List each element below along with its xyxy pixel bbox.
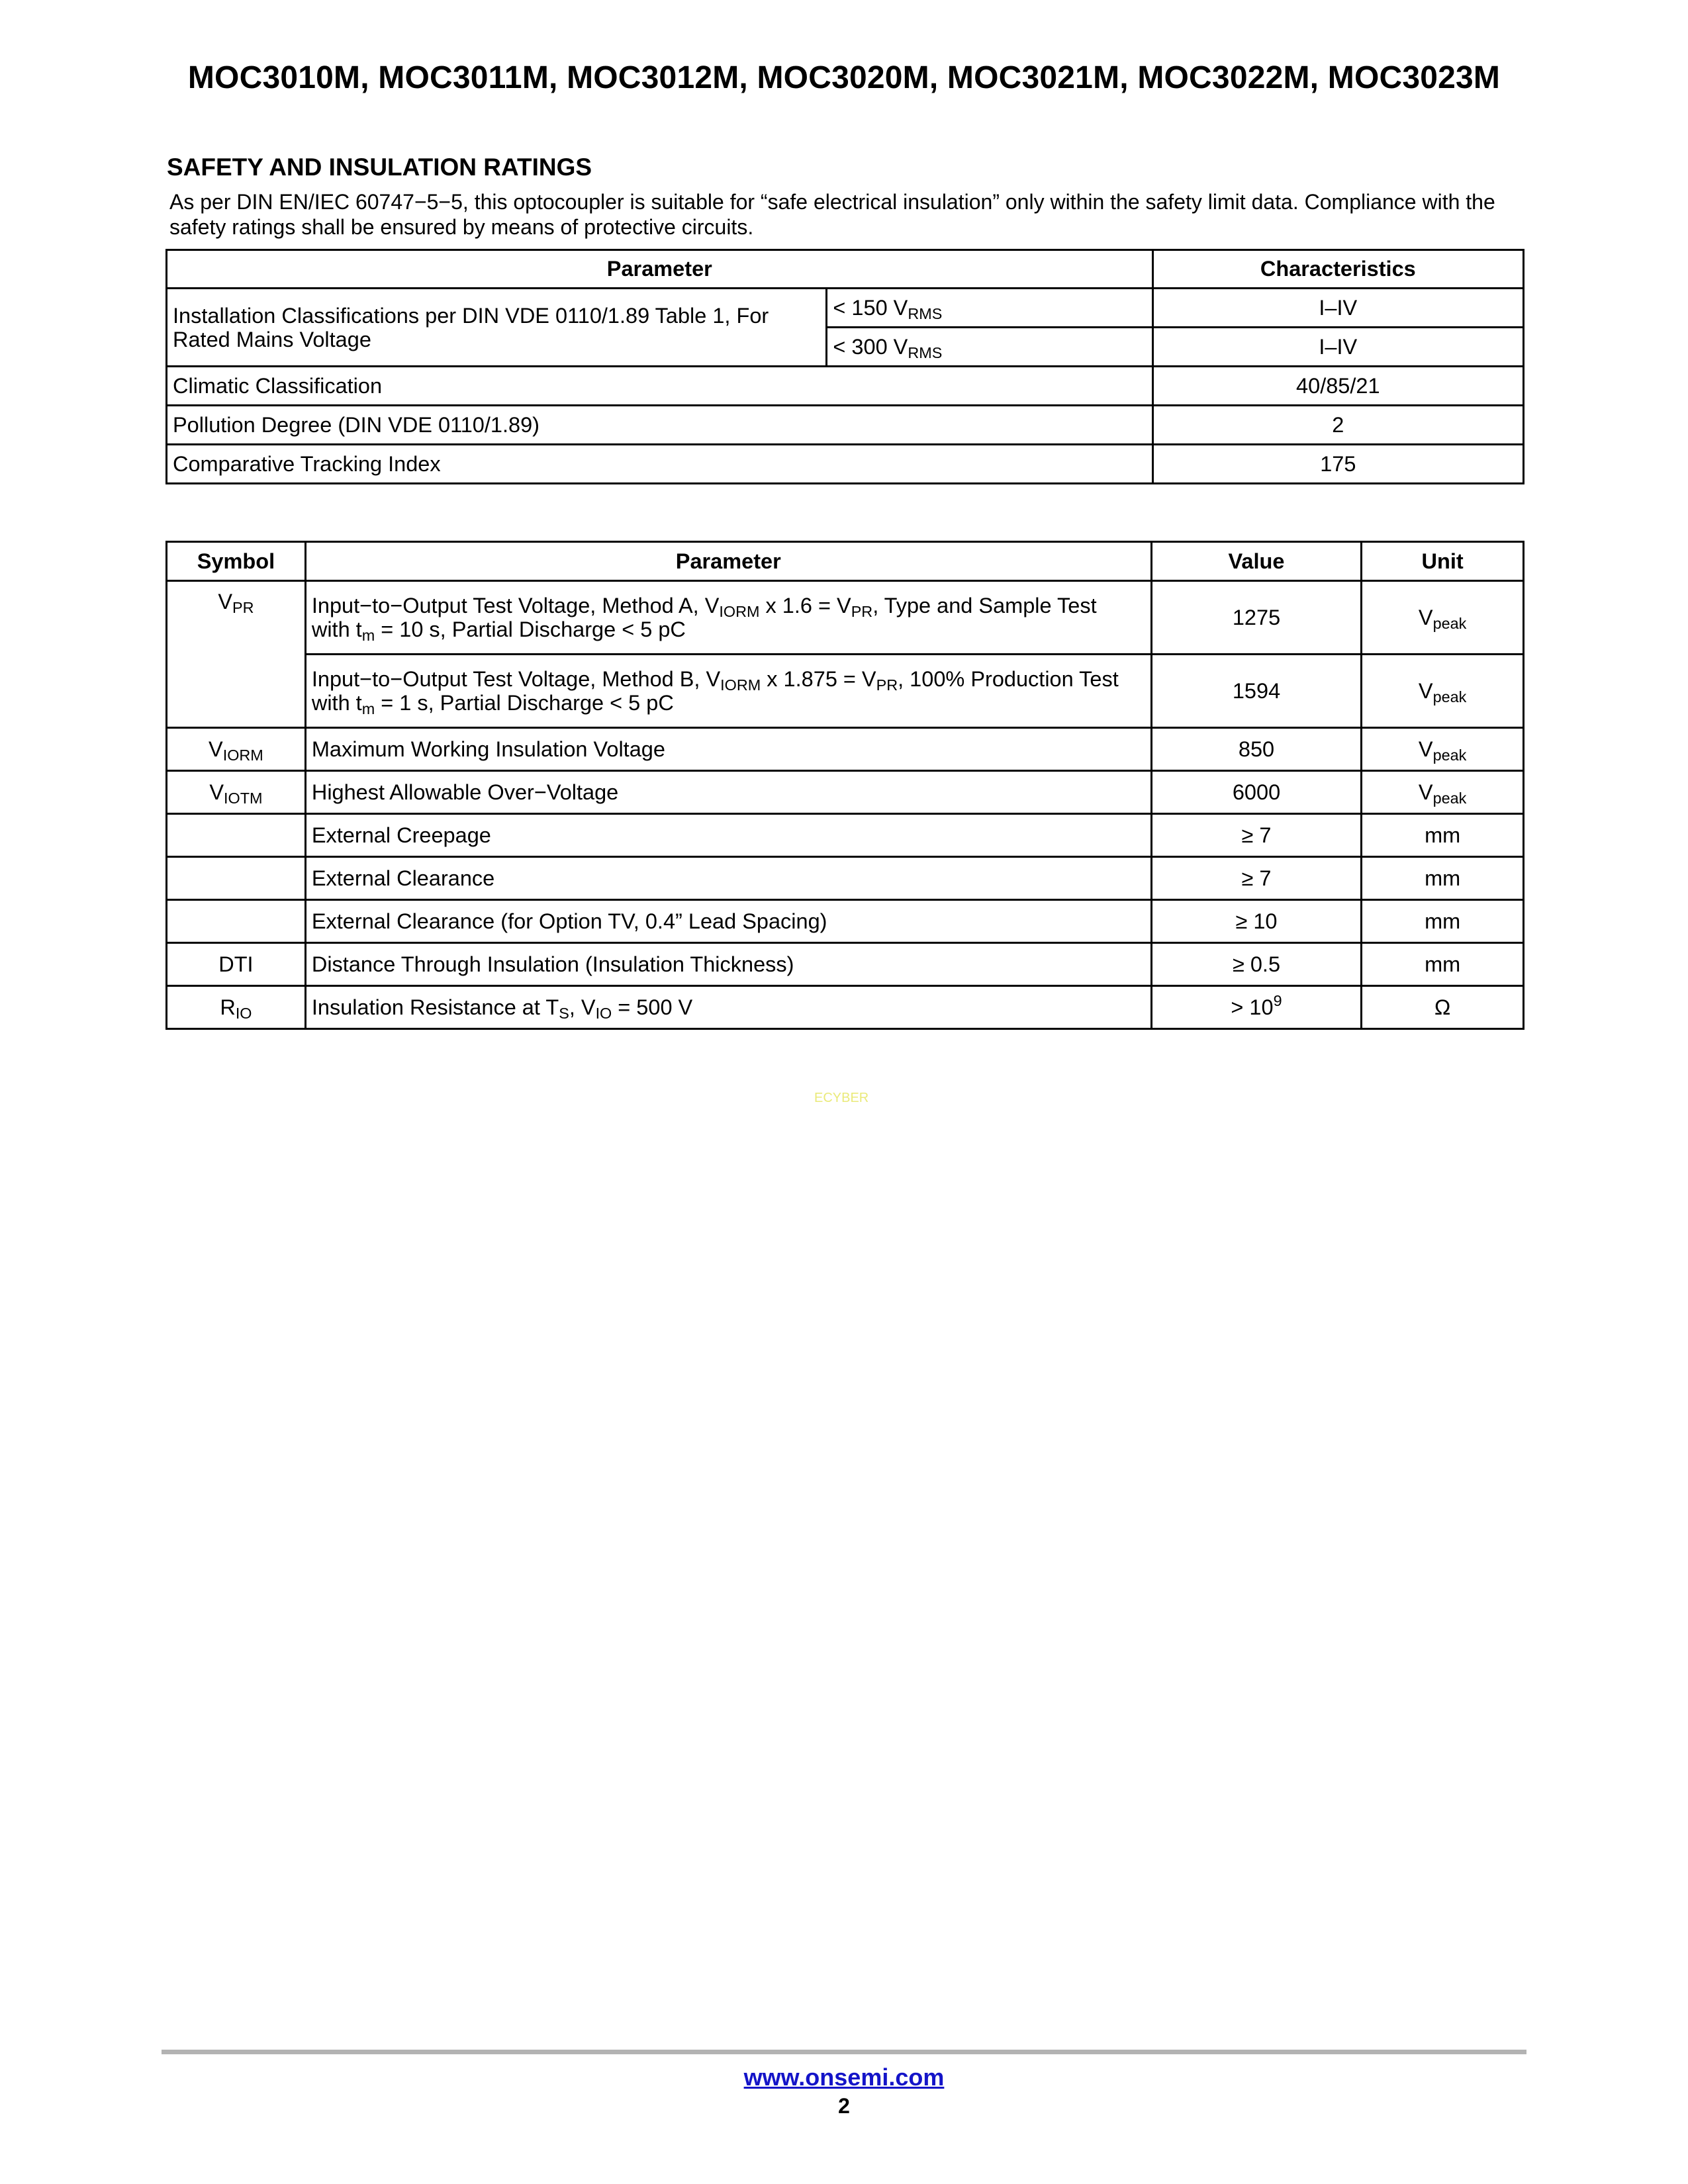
param-test-voltage-method-b: Input−to−Output Test Voltage, Method B, $V_{IORM}$ x $1.875 = V_{PR}$, 100% Production Test with $t_m = 1$ s, Partial Discharge < 5 pC	[305, 655, 1151, 728]
rated-voltage-150: < 150 $V_{RMS}$	[827, 289, 1152, 328]
param-clearance-tv: External Clearance (for Option TV, 0.4” Lead Spacing)	[305, 900, 1151, 943]
header-symbol: Symbol	[167, 542, 306, 581]
pollution-degree-label: Pollution Degree (DIN VDE 0110/1.89)	[167, 406, 1153, 445]
watermark: ECYBER	[814, 1091, 869, 1105]
installation-class-300: I–IV	[1152, 328, 1523, 367]
tracking-index-value: 175	[1152, 445, 1523, 484]
rated-voltage-300: < 300 $V_{RMS}$	[827, 328, 1152, 367]
header-parameter: Parameter	[305, 542, 1151, 581]
table-row	[167, 943, 1524, 986]
unit-over-voltage: $V_{peak}$	[1362, 771, 1524, 814]
table-row	[167, 581, 1524, 655]
symbol-rio: $R_{IO}$	[167, 986, 306, 1029]
value-method-b: 1594	[1151, 655, 1362, 728]
value-clearance: ≥ 7	[1151, 857, 1362, 900]
symbol-vpr: $V_{PR}$	[167, 581, 306, 728]
param-over-voltage: Highest Allowable Over−Voltage	[305, 771, 1151, 814]
table-row	[167, 857, 1524, 900]
climatic-classification-value: 40/85/21	[1152, 367, 1523, 406]
installation-label: Installation Classifications per DIN VDE 0110/1.89 Table 1, For Rated Mains Voltage	[167, 289, 827, 367]
pollution-degree-value: 2	[1152, 406, 1523, 445]
param-test-voltage-method-a: Input−to−Output Test Voltage, Method A, $V_{IORM}$ x $1.6 = V_{PR}$, Type and Sample Test with $t_m = 10$ s, Partial Discharge < 5 pC	[305, 581, 1151, 655]
table-row	[167, 367, 1524, 406]
insulation-characteristics-table	[165, 541, 1524, 1030]
symbol-viorm: $V_{IORM}$	[167, 728, 306, 771]
footer-divider	[162, 2050, 1526, 2054]
footer-website-link[interactable]: www.onsemi.com	[743, 2064, 945, 2091]
table-row	[167, 771, 1524, 814]
value-working-voltage: 850	[1151, 728, 1362, 771]
param-dti: Distance Through Insulation (Insulation Thickness)	[305, 943, 1151, 986]
unit-method-a: $V_{peak}$	[1362, 581, 1524, 655]
table-header-row	[167, 542, 1524, 581]
table-row	[167, 445, 1524, 484]
value-over-voltage: 6000	[1151, 771, 1362, 814]
table-row	[167, 814, 1524, 857]
table-row	[167, 289, 1524, 328]
table-header-row	[167, 250, 1524, 289]
table-row	[167, 406, 1524, 445]
header-value: Value	[1151, 542, 1362, 581]
tracking-index-label: Comparative Tracking Index	[167, 445, 1153, 484]
unit-method-b: $V_{peak}$	[1362, 655, 1524, 728]
symbol-empty	[167, 900, 306, 943]
param-working-voltage: Maximum Working Insulation Voltage	[305, 728, 1151, 771]
unit-clearance-tv: mm	[1362, 900, 1524, 943]
page-number: 2	[838, 2094, 850, 2118]
unit-insulation-resistance: Ω	[1362, 986, 1524, 1029]
header-parameter: Parameter	[167, 250, 1153, 289]
section-intro: As per DIN EN/IEC 60747−5−5, this optocoupler is suitable for “safe electrical insulation” only within the safety limit data. Compliance with the safety ratings shall be ensured by means of protective circuits.	[169, 190, 1495, 239]
value-dti: ≥ 0.5	[1151, 943, 1362, 986]
value-method-a: 1275	[1151, 581, 1362, 655]
symbol-dti: DTI	[167, 943, 306, 986]
header-characteristics: Characteristics	[1152, 250, 1523, 289]
table-row	[167, 986, 1524, 1029]
value-insulation-resistance: > $10^9$	[1151, 986, 1362, 1029]
unit-creepage: mm	[1362, 814, 1524, 857]
unit-dti: mm	[1362, 943, 1524, 986]
param-clearance: External Clearance	[305, 857, 1151, 900]
value-clearance-tv: ≥ 10	[1151, 900, 1362, 943]
table-row	[167, 655, 1524, 728]
header-unit: Unit	[1362, 542, 1524, 581]
value-creepage: ≥ 7	[1151, 814, 1362, 857]
symbol-empty	[167, 814, 306, 857]
param-creepage: External Creepage	[305, 814, 1151, 857]
symbol-empty	[167, 857, 306, 900]
unit-clearance: mm	[1362, 857, 1524, 900]
symbol-viotm: $V_{IOTM}$	[167, 771, 306, 814]
section-title: SAFETY AND INSULATION RATINGS	[167, 154, 592, 181]
installation-class-150: I–IV	[1152, 289, 1523, 328]
table-row	[167, 728, 1524, 771]
page-header-title: MOC3010M, MOC3011M, MOC3012M, MOC3020M, MOC3021M, MOC3022M, MOC3023M	[187, 60, 1501, 95]
climatic-classification-label: Climatic Classification	[167, 367, 1153, 406]
table-row	[167, 900, 1524, 943]
unit-working-voltage: $V_{peak}$	[1362, 728, 1524, 771]
safety-ratings-table	[165, 249, 1524, 484]
param-insulation-resistance: Insulation Resistance at $T_S$, $V_{IO} = 500$ V	[305, 986, 1151, 1029]
